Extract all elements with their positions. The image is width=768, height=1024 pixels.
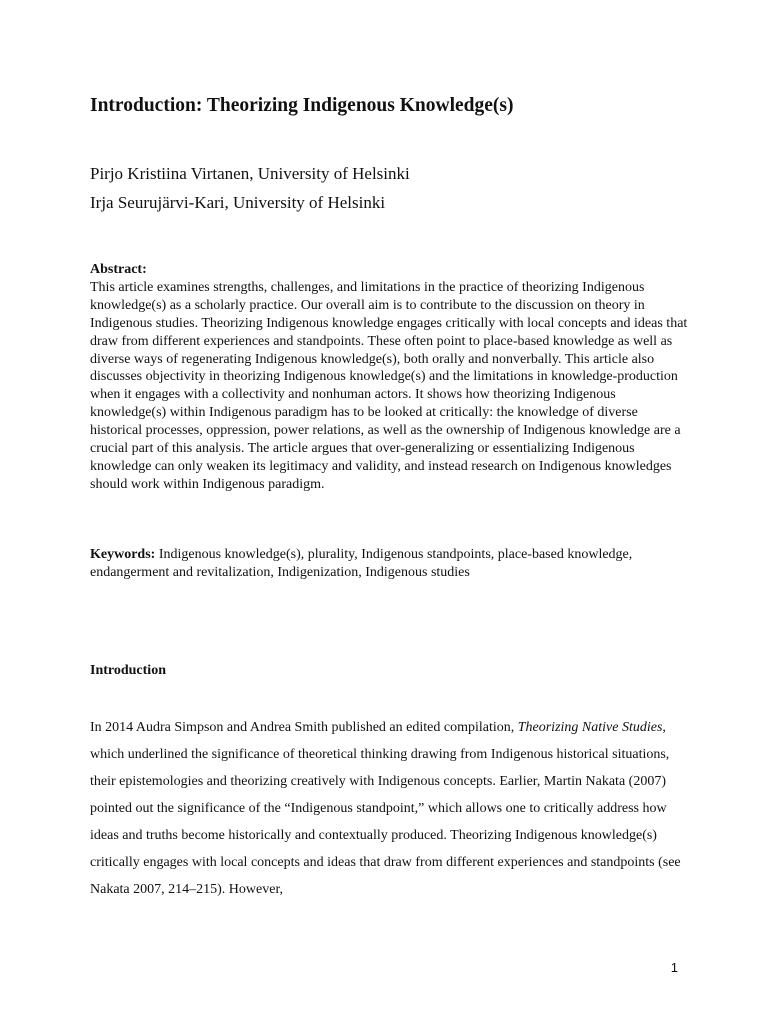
book-title: Theorizing Native Studies [517, 720, 663, 735]
body-paragraph [90, 714, 690, 903]
body-text-part: In 2014 Audra Simpson and Andrea Smith published an edited compilation, [90, 720, 518, 735]
page-number: 1 [670, 960, 678, 975]
abstract-label: Abstract: [90, 262, 147, 277]
keywords-label: Keywords: [90, 547, 156, 562]
abstract-block [90, 261, 690, 494]
keywords-text: Indigenous knowledge(s), plurality, Indigenous standpoints, place-based knowledge, endangerment and revitalization, Indigenization, Indigenous studies [90, 547, 633, 580]
keywords-block [90, 546, 690, 582]
body-text-part: , which underlined the significance of theoretical thinking drawing from Indigenous historical situations, their epistemologies and theorizing creatively with Indigenous concepts. Earlier, Martin Nakata (2007) pointed out the significance of the “Indigenous standpoint,” which allows one to critically address how ideas and truths become historically and contextually produced. Theorizing Indigenous knowledge(s) critically engages with local concepts and ideas that draw from different experiences and standpoints (see Nakata 2007, 214–215). However, [90, 720, 681, 897]
author-line: Pirjo Kristiina Virtanen, University of Helsinki [90, 164, 410, 183]
author-list [90, 159, 410, 217]
section-heading-introduction: Introduction [90, 663, 166, 678]
author-line: Irja Seurujärvi-Kari, University of Helsinki [90, 193, 386, 212]
paper-title: Introduction: Theorizing Indigenous Knowledge(s) [90, 95, 514, 116]
abstract-text: This article examines strengths, challenges, and limitations in the practice of theorizing Indigenous knowledge(s) as a scholarly practice. Our overall aim is to contribute to the discussion on theory in Indigenous studies. Theorizing Indigenous knowledge engages critically with local concepts and ideas that draw from different experiences and standpoints. These often point to place-based knowledge as well as diverse ways of regenerating Indigenous knowledge(s), both orally and nonverbally. This article also discusses objectivity in theorizing Indigenous knowledge(s) and the limitations in knowledge-production when it engages with a collectivity and nonhuman actors. It shows how theorizing Indigenous knowledge(s) within Indigenous paradigm has to be looked at critically: the knowledge of diverse historical processes, oppression, power relations, as well as the ownership of Indigenous knowledge are a crucial part of this analysis. The article argues that over-generalizing or essentializing Indigenous knowledge can only weaken its legitimacy and validity, and instead research on Indigenous knowledges should work within Indigenous paradigm. [90, 279, 688, 492]
